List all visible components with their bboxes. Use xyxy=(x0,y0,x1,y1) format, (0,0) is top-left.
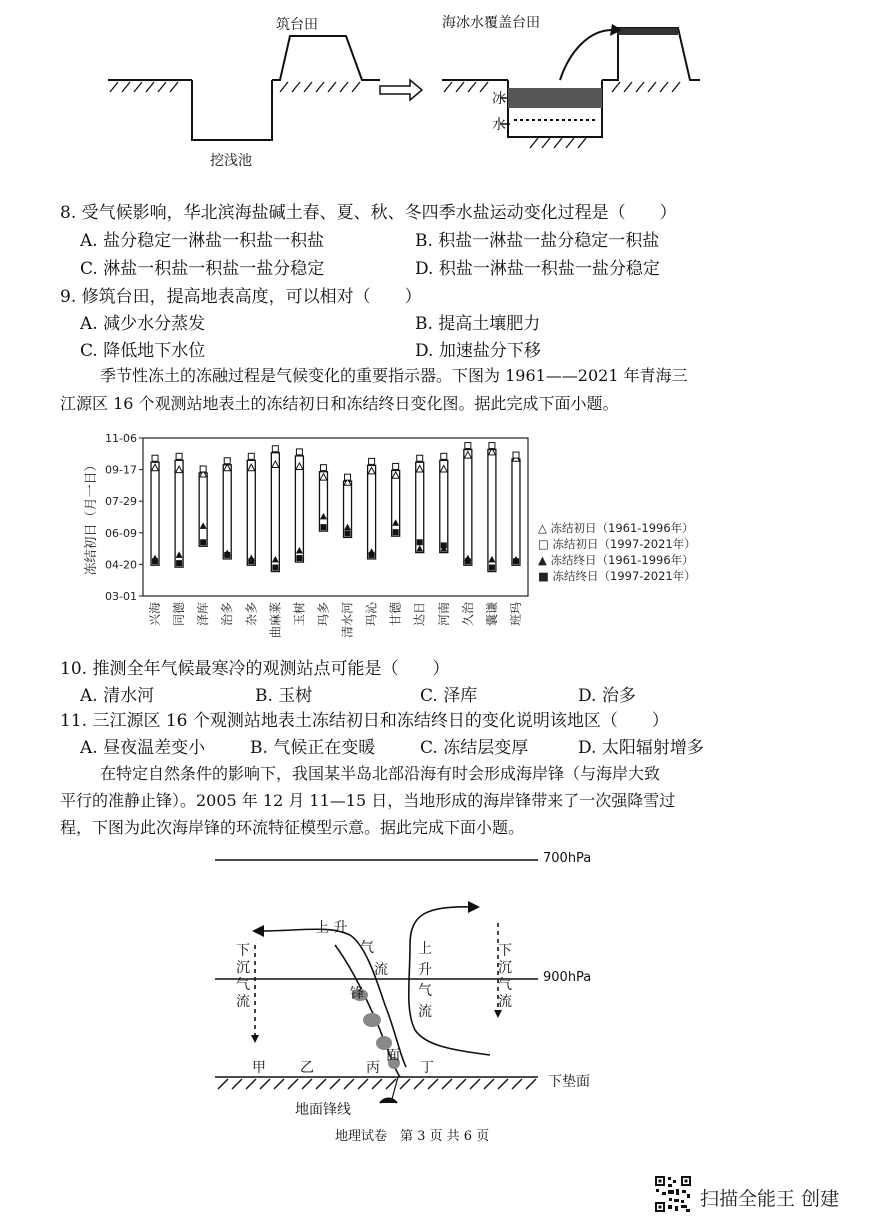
y-tick-label: 09-17 xyxy=(105,463,137,477)
label-liu: 流 xyxy=(374,962,388,978)
station-range-bar xyxy=(223,465,231,559)
passage3-line2: 平行的准静止锋）。2005 年 12 月 11—15 日，当地形成的海岸锋带来了一次强降雪过 xyxy=(60,791,676,810)
passage3-line3: 程，下图为此次海岸锋的环流特征模型示意。据此完成下面小题。 xyxy=(60,818,525,837)
label-terrace: 筑台田 xyxy=(276,17,318,33)
passage2-line2: 江源区 16 个观测站地表土的冻结初日和冻结终日变化图。据此完成下面小题。 xyxy=(60,394,619,413)
data-point-freeze-end-1961-1996 xyxy=(344,524,351,531)
frost-chart-svg xyxy=(80,428,720,660)
q8-option-c: C. 淋盐一积盐一积盐一盐分稳定 xyxy=(80,259,325,279)
station-range-bar xyxy=(392,470,400,536)
station-range-bar xyxy=(416,462,424,552)
q9-option-a: A. 减少水分蒸发 xyxy=(80,314,206,334)
legend-item: □ 冻结初日（1997-2021年） xyxy=(538,537,696,551)
data-point-freeze-end-1997-2021 xyxy=(417,539,423,545)
q11-stem: 11. 三江源区 16 个观测站地表土冻结初日和冻结终日的变化说明该地区（ ） xyxy=(60,711,669,731)
q9-option-b: B. 提高土壤肥力 xyxy=(415,314,541,334)
frost-chart xyxy=(80,428,720,660)
terrace-figure xyxy=(100,0,700,180)
data-point-freeze-start-1961-1996 xyxy=(368,467,375,474)
label-up-flow-left: 上 升 xyxy=(315,920,348,936)
label-700hpa: 700hPa xyxy=(543,851,592,866)
data-point-freeze-start-1961-1996 xyxy=(296,463,303,470)
data-point-freeze-end-1997-2021 xyxy=(296,555,302,561)
data-point-freeze-start-1997-2021 xyxy=(248,453,254,459)
data-point-freeze-start-1997-2021 xyxy=(441,453,447,459)
x-tick-label: 曲麻莱 xyxy=(268,602,283,639)
x-tick-label: 甘德 xyxy=(388,602,403,627)
q10-option-a: A. 清水河 xyxy=(80,686,155,706)
label-bing: 丙 xyxy=(366,1060,380,1076)
x-tick-label: 杂多 xyxy=(244,602,259,627)
data-point-freeze-end-1961-1996 xyxy=(320,513,327,520)
data-point-freeze-start-1997-2021 xyxy=(513,452,519,458)
station-range-bar xyxy=(295,456,303,562)
data-point-freeze-start-1961-1996 xyxy=(416,465,423,472)
q10-option-d: D. 治多 xyxy=(578,686,636,706)
x-tick-label: 玛沁 xyxy=(364,602,379,627)
y-tick-label: 06-09 xyxy=(105,526,137,540)
data-point-freeze-end-1997-2021 xyxy=(489,565,495,571)
label-front-line: 地面锋线 xyxy=(295,1102,351,1118)
q8-option-d: D. 积盐一淋盐一积盐一盐分稳定 xyxy=(415,259,660,279)
y-axis-label: 冻结初日（月一日） xyxy=(84,458,99,576)
data-point-freeze-end-1997-2021 xyxy=(369,552,375,558)
data-point-freeze-end-1997-2021 xyxy=(200,539,206,545)
data-point-freeze-start-1961-1996 xyxy=(320,474,327,481)
station-range-bar xyxy=(512,459,520,565)
label-ice: 冰 xyxy=(492,91,506,107)
x-tick-label: 玛多 xyxy=(316,602,331,627)
q9-option-d: D. 加速盐分下移 xyxy=(415,341,541,361)
q11-option-c: C. 冻结层变厚 xyxy=(420,738,529,758)
data-point-freeze-end-1961-1996 xyxy=(200,522,207,529)
data-point-freeze-end-1961-1996 xyxy=(392,519,399,526)
data-point-freeze-start-1961-1996 xyxy=(176,466,183,473)
terrace-diagram xyxy=(100,0,700,180)
station-range-bar xyxy=(175,460,183,567)
data-point-freeze-start-1997-2021 xyxy=(345,474,351,480)
q8-stem: 8. 受气候影响，华北滨海盐碱土春、夏、秋、冬四季水盐运动变化过程是（ ） xyxy=(60,203,677,223)
label-pool: 挖浅池 xyxy=(210,153,252,169)
q10-option-c: C. 泽库 xyxy=(420,686,478,706)
label-ding: 丁 xyxy=(420,1060,434,1076)
q11-option-a: A. 昼夜温差变小 xyxy=(80,738,206,758)
q10-option-b: B. 玉树 xyxy=(255,686,313,706)
label-surface: 下垫面 xyxy=(548,1074,590,1090)
station-range-bar xyxy=(488,450,496,572)
label-ice-cover: 海冰水覆盖台田 xyxy=(442,15,540,31)
x-tick-label: 河南 xyxy=(436,602,451,627)
data-point-freeze-end-1997-2021 xyxy=(393,529,399,535)
station-range-bar xyxy=(247,460,255,565)
q8-option-b: B. 积盐一淋盐一盐分稳定一积盐 xyxy=(415,231,660,251)
x-tick-label: 同德 xyxy=(172,602,187,627)
data-point-freeze-start-1997-2021 xyxy=(296,449,302,455)
x-tick-label: 泽库 xyxy=(196,602,211,627)
label-water: 水 xyxy=(492,117,506,133)
data-point-freeze-end-1997-2021 xyxy=(320,524,326,530)
page-footer: 地理试卷 第 3 页 共 6 页 xyxy=(335,1129,490,1144)
data-point-freeze-end-1961-1996 xyxy=(488,556,495,563)
data-point-freeze-end-1997-2021 xyxy=(224,552,230,558)
data-point-freeze-end-1997-2021 xyxy=(345,530,351,536)
y-tick-label: 07-29 xyxy=(105,495,137,509)
data-point-freeze-end-1997-2021 xyxy=(441,542,447,548)
q11-option-b: B. 气候正在变暖 xyxy=(250,738,376,758)
label-mian: 面 xyxy=(386,1048,400,1064)
x-tick-label: 久治 xyxy=(460,602,475,627)
data-point-freeze-start-1997-2021 xyxy=(224,458,230,464)
q9-stem: 9. 修筑台田，提高地表高度，可以相对（ ） xyxy=(60,287,422,307)
q9-option-c: C. 降低地下水位 xyxy=(80,341,206,361)
data-point-freeze-start-1961-1996 xyxy=(152,464,159,471)
x-tick-label: 囊谦 xyxy=(484,602,499,627)
passage2-line1: 季节性冻土的冻融过程是气候变化的重要指示器。下图为 1961——2021 年青海三 xyxy=(100,366,688,385)
label-qi: 气 xyxy=(360,940,374,956)
data-point-freeze-start-1997-2021 xyxy=(417,455,423,461)
station-range-bar xyxy=(440,460,448,552)
y-tick-label: 04-20 xyxy=(105,558,137,572)
label-down-left: 下沉气流 xyxy=(236,943,250,1010)
chart-frame xyxy=(143,438,528,596)
data-point-freeze-start-1961-1996 xyxy=(272,461,279,468)
x-tick-label: 玉树 xyxy=(292,602,307,627)
station-range-bar xyxy=(199,473,207,546)
data-point-freeze-start-1961-1996 xyxy=(464,452,471,459)
data-point-freeze-end-1961-1996 xyxy=(416,545,423,552)
label-jia: 甲 xyxy=(252,1060,266,1076)
data-point-freeze-end-1997-2021 xyxy=(272,565,278,571)
data-point-freeze-start-1961-1996 xyxy=(392,472,399,479)
q10-stem: 10. 推测全年气候最寒冷的观测站点可能是（ ） xyxy=(60,659,450,679)
passage3-line1: 在特定自然条件的影响下，我国某半岛北部沿海有时会形成海岸锋（与海岸大致 xyxy=(100,764,661,783)
data-point-freeze-start-1997-2021 xyxy=(393,463,399,469)
x-tick-label: 兴海 xyxy=(148,602,163,627)
x-tick-label: 治多 xyxy=(220,602,235,627)
y-tick-label: 03-01 xyxy=(105,590,137,603)
data-point-freeze-end-1961-1996 xyxy=(296,547,303,554)
label-down-right: 下沉气流 xyxy=(498,943,512,1010)
label-up-right: 上升气流 xyxy=(418,941,432,1020)
y-tick-label: 11-06 xyxy=(105,432,137,445)
station-range-bar xyxy=(464,450,472,566)
legend-item: ■ 冻结终日（1997-2021年） xyxy=(538,569,696,583)
data-point-freeze-start-1997-2021 xyxy=(489,443,495,449)
data-point-freeze-end-1961-1996 xyxy=(176,551,183,558)
data-point-freeze-start-1997-2021 xyxy=(152,455,158,461)
data-point-freeze-end-1961-1996 xyxy=(272,556,279,563)
q8-option-a: A. 盐分稳定一淋盐一积盐一积盐 xyxy=(80,231,325,251)
x-tick-label: 清水河 xyxy=(340,602,355,639)
x-tick-label: 班玛 xyxy=(508,602,523,627)
data-point-freeze-start-1997-2021 xyxy=(465,443,471,449)
label-yi: 乙 xyxy=(300,1060,314,1076)
watermark-text: 扫描全能王 创建 xyxy=(700,1188,840,1210)
x-tick-label: 达日 xyxy=(412,602,427,627)
station-range-bar xyxy=(151,462,159,565)
front-figure xyxy=(200,845,620,1118)
data-point-freeze-start-1997-2021 xyxy=(200,466,206,472)
data-point-freeze-end-1997-2021 xyxy=(465,558,471,564)
legend-item: △ 冻结初日（1961-1996年） xyxy=(538,521,694,535)
data-point-freeze-start-1961-1996 xyxy=(440,465,447,472)
data-point-freeze-start-1997-2021 xyxy=(176,453,182,459)
data-point-freeze-start-1997-2021 xyxy=(369,458,375,464)
label-feng: 锋 xyxy=(350,986,364,1002)
legend-item: ▲ 冻结终日（1961-1996年） xyxy=(538,553,694,567)
qr-code-icon xyxy=(654,1175,692,1213)
data-point-freeze-start-1997-2021 xyxy=(272,446,278,452)
data-point-freeze-end-1997-2021 xyxy=(513,558,519,564)
data-point-freeze-end-1997-2021 xyxy=(248,558,254,564)
q11-option-d: D. 太阳辐射增多 xyxy=(578,738,704,758)
station-range-bar xyxy=(368,465,376,559)
station-range-bar xyxy=(271,453,279,572)
label-900hpa: 900hPa xyxy=(543,970,592,985)
data-point-freeze-start-1997-2021 xyxy=(320,465,326,471)
data-point-freeze-end-1997-2021 xyxy=(176,560,182,566)
data-point-freeze-start-1961-1996 xyxy=(248,464,255,471)
data-point-freeze-end-1997-2021 xyxy=(152,558,158,564)
